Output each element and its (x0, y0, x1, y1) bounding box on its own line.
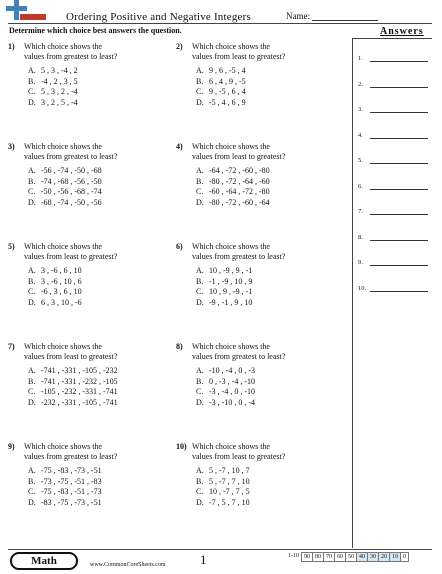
answer-choice[interactable] (28, 98, 78, 108)
choice-letter: A. (28, 366, 36, 375)
question-stem-line: Which choice shows the (192, 442, 270, 451)
choice-text: -75 , -83 , -51 , -73 (41, 487, 102, 496)
score-cell: 80 (312, 552, 324, 562)
choice-text: -741 , -331 , -105 , -232 (41, 366, 118, 375)
answer-choice[interactable] (28, 398, 118, 408)
choice-letter: C. (196, 187, 204, 196)
answer-choice[interactable] (28, 66, 78, 76)
question-stem-line: Which choice shows the (192, 42, 270, 51)
choice-text: 5 , 3 , -4 , 2 (41, 66, 78, 75)
choice-letter: A. (196, 266, 204, 275)
question-stem-line: values from least to greatest? (24, 352, 118, 362)
answer-line[interactable] (370, 291, 428, 292)
choice-text: -74 , -68 , -56 , -50 (41, 176, 102, 186)
choice-text: -105 , -232 , -331 , -741 (41, 387, 118, 396)
answer-line[interactable] (370, 240, 428, 241)
answer-number: 1. (358, 55, 363, 62)
answer-choice[interactable] (28, 498, 102, 508)
question-stem (24, 142, 174, 162)
answer-choice[interactable] (196, 298, 252, 308)
choice-letter: B. (28, 76, 36, 86)
choice-text: -50 , -56 , -68 , -74 (41, 187, 102, 196)
score-cell: 10 (389, 552, 401, 562)
answer-row (358, 106, 430, 113)
question-stem-line: Which choice shows the (24, 142, 102, 151)
choice-letter: A. (196, 366, 204, 375)
answer-choice[interactable] (196, 487, 250, 497)
header-divider (8, 23, 432, 24)
question-10 (176, 442, 341, 512)
choice-text: -4 , 2 , 3 , 5 (41, 76, 78, 86)
choice-letter: C. (28, 87, 36, 96)
choice-letter: B. (196, 376, 204, 386)
choice-text: 5 , -7 , 7 , 10 (209, 476, 250, 486)
choice-text: -83 , -75 , -73 , -51 (41, 497, 102, 507)
choice-letter: C. (28, 487, 36, 496)
answer-line[interactable] (370, 87, 428, 88)
choice-letter: B. (196, 276, 204, 286)
choice-letter: C. (28, 287, 36, 296)
question-number: 5) (8, 242, 15, 251)
choice-letter: D. (196, 397, 204, 407)
question-stem (24, 42, 174, 62)
answer-choice[interactable] (28, 487, 102, 497)
answer-choice[interactable] (196, 66, 246, 76)
answer-number: 9. (358, 259, 363, 266)
answer-line[interactable] (370, 138, 428, 139)
logo-icon (4, 0, 48, 22)
choice-text: -7 , 5 , 7 , 10 (209, 497, 250, 507)
answer-row (358, 132, 430, 139)
score-cell: 50 (345, 552, 357, 562)
choice-text: 3 , -6 , 6 , 10 (41, 266, 82, 275)
choice-letter: B. (196, 476, 204, 486)
answer-number: 8. (358, 233, 363, 241)
question-6 (176, 242, 341, 312)
question-number: 3) (8, 142, 15, 151)
answers-panel (352, 38, 433, 548)
question-stem (192, 242, 342, 262)
question-stem-line: values from least to greatest? (192, 52, 286, 62)
answer-line[interactable] (370, 61, 428, 62)
answer-line[interactable] (370, 163, 428, 164)
answer-choice[interactable] (28, 298, 82, 308)
choice-text: -1 , -9 , 10 , 9 (209, 276, 253, 286)
score-range-label: 1-10 (288, 553, 299, 559)
question-5 (8, 242, 173, 312)
choice-text: -232 , -331 , -105 , -741 (41, 397, 118, 407)
choice-letter: D. (196, 197, 204, 207)
answer-choice[interactable] (28, 366, 118, 376)
choice-text: -3 , -4 , 0 , -10 (209, 387, 255, 396)
choice-letter: B. (28, 376, 36, 386)
answer-choice[interactable] (28, 187, 102, 197)
question-number: 2) (176, 42, 183, 51)
answer-number: 3. (358, 106, 363, 113)
answer-number: 4. (358, 131, 363, 139)
choice-text: -9 , -1 , 9 , 10 (209, 297, 253, 307)
question-2 (176, 42, 341, 112)
math-badge: Math (10, 552, 78, 570)
instructions: Determine which choice best answers the question. (9, 26, 182, 35)
choice-text: 0 , -3 , -4 , -10 (209, 376, 255, 386)
answer-line[interactable] (370, 214, 428, 215)
question-number: 7) (8, 342, 15, 351)
choice-text: -80 , -72 , -60 , -64 (209, 197, 270, 207)
choice-letter: C. (196, 287, 204, 296)
question-number: 8) (176, 342, 183, 351)
choice-text: -3 , -10 , 0 , -4 (209, 397, 255, 407)
answer-line[interactable] (370, 265, 428, 266)
choice-letter: B. (28, 176, 36, 186)
answer-choice[interactable] (196, 266, 252, 276)
question-number: 1) (8, 42, 15, 51)
choice-text: -64 , -72 , -60 , -80 (209, 166, 270, 175)
answer-choice[interactable] (196, 498, 250, 508)
choice-letter: A. (196, 466, 204, 475)
choice-text: 6 , 4 , 9 , -5 (209, 76, 246, 86)
answer-choice[interactable] (28, 477, 102, 487)
question-stem (24, 342, 174, 362)
choice-text: 9 , 6 , -5 , 4 (209, 66, 246, 75)
answer-choice[interactable] (196, 466, 250, 476)
question-stem-line: values from greatest to least? (24, 152, 118, 162)
answer-number: 7. (358, 208, 363, 215)
answer-row (358, 208, 430, 215)
choice-text: 5 , 3 , 2 , -4 (41, 87, 78, 96)
score-cell: 20 (378, 552, 390, 562)
answer-choice[interactable] (28, 77, 78, 87)
name-field[interactable] (312, 20, 378, 21)
question-stem-line: Which choice shows the (24, 42, 102, 51)
question-stem-line: Which choice shows the (192, 242, 270, 251)
question-number: 10) (176, 442, 187, 451)
answers-title: Answers (380, 26, 424, 37)
question-number: 6) (176, 242, 183, 251)
choice-letter: D. (28, 197, 36, 207)
answer-row (358, 183, 430, 190)
answer-row (358, 81, 430, 88)
answer-choice[interactable] (28, 466, 102, 476)
choice-text: 10 , 9 , -9 , -1 (209, 287, 253, 296)
answer-choice[interactable] (28, 377, 118, 387)
answer-choice[interactable] (196, 87, 246, 97)
choice-text: 3 , -6 , 10 , 6 (41, 276, 82, 286)
choice-text: 3 , 2 , 5 , -4 (41, 97, 78, 107)
question-stem-line: values from least to greatest? (192, 152, 286, 162)
question-9 (8, 442, 173, 512)
question-stem-line: values from greatest to least? (192, 252, 286, 262)
answer-choice[interactable] (196, 177, 270, 187)
answer-choice[interactable] (196, 398, 255, 408)
answer-number: 10. (358, 284, 367, 292)
answer-choice[interactable] (28, 198, 102, 208)
question-number: 4) (176, 142, 183, 151)
question-stem-line: values from greatest to least? (24, 52, 118, 62)
answer-choice[interactable] (28, 87, 78, 97)
choice-text: -60 , -64 , -72 , -80 (209, 187, 270, 196)
question-stem-line: Which choice shows the (192, 142, 270, 151)
choice-text: -6 , 3 , 6 , 10 (41, 287, 82, 296)
question-stem (192, 142, 342, 162)
answer-number: 2. (358, 80, 363, 88)
question-7 (8, 342, 173, 412)
choice-letter: B. (28, 476, 36, 486)
answer-row (358, 55, 430, 62)
answer-number: 6. (358, 182, 363, 190)
choice-text: -73 , -75 , -51 , -83 (41, 476, 102, 486)
answer-choice[interactable] (196, 98, 246, 108)
choice-letter: C. (28, 187, 36, 196)
answer-choice[interactable] (196, 277, 252, 287)
question-stem-line: values from greatest to least? (24, 452, 118, 462)
question-stem (24, 242, 174, 262)
answer-line[interactable] (370, 112, 428, 113)
question-stem-line: values from greatest to least? (192, 352, 286, 362)
answer-row (358, 285, 430, 292)
choice-text: -68 , -74 , -50 , -56 (41, 197, 102, 207)
answer-choice[interactable] (28, 177, 102, 187)
answer-choice[interactable] (28, 387, 118, 397)
choice-text: 5 , -7 , 10 , 7 (209, 466, 250, 475)
score-cell: 60 (334, 552, 346, 562)
choice-letter: D. (28, 497, 36, 507)
question-stem-line: Which choice shows the (24, 342, 102, 351)
choice-text: 10 , -9 , 9 , -1 (209, 266, 253, 275)
answer-row (358, 234, 430, 241)
choice-text: 6 , 3 , 10 , -6 (41, 297, 82, 307)
answer-row (358, 157, 430, 164)
answer-choice[interactable] (196, 187, 270, 197)
choice-letter: A. (28, 466, 36, 475)
question-stem-line: Which choice shows the (192, 342, 270, 351)
score-cell: 40 (356, 552, 368, 562)
answer-choice[interactable] (196, 387, 255, 397)
score-table (287, 552, 409, 562)
answer-choice[interactable] (28, 287, 82, 297)
question-4 (176, 142, 341, 212)
choice-letter: A. (196, 66, 204, 75)
choice-text: -80 , -72 , -64 , -60 (209, 176, 270, 186)
choice-letter: A. (28, 66, 36, 75)
choice-text: -5 , 4 , 6 , 9 (209, 97, 246, 107)
answer-choice[interactable] (196, 77, 246, 87)
answer-choice[interactable] (196, 166, 270, 176)
choice-letter: C. (196, 387, 204, 396)
question-stem-line: Which choice shows the (24, 442, 102, 451)
score-cell: 30 (367, 552, 379, 562)
answer-choice[interactable] (28, 166, 102, 176)
choice-letter: B. (196, 176, 204, 186)
choice-letter: C. (28, 387, 36, 396)
choice-text: -741 , -331 , -232 , -105 (41, 376, 118, 386)
choice-text: 10 , -7 , 7 , 5 (209, 487, 250, 496)
page-number: 1 (200, 552, 207, 567)
answer-number: 5. (358, 157, 363, 164)
question-stem-line: Which choice shows the (24, 242, 102, 251)
score-cell: 90 (301, 552, 313, 562)
score-cell: 70 (323, 552, 335, 562)
choice-text: -10 , -4 , 0 , -3 (209, 366, 255, 375)
choice-letter: D. (196, 297, 204, 307)
choice-text: 9 , -5 , 6 , 4 (209, 87, 246, 96)
question-stem (192, 42, 342, 62)
answer-choice[interactable] (196, 477, 250, 487)
question-stem (192, 342, 342, 362)
answer-choice[interactable] (196, 198, 270, 208)
score-cell: 0 (400, 552, 409, 562)
question-1 (8, 42, 173, 112)
answer-choice[interactable] (196, 377, 255, 387)
choice-letter: D. (28, 397, 36, 407)
question-stem (192, 442, 342, 462)
choice-letter: A. (28, 266, 36, 275)
name-label: Name: (286, 11, 310, 21)
choice-letter: C. (196, 87, 204, 96)
answer-line[interactable] (370, 189, 428, 190)
question-stem-line: values from least to greatest? (24, 252, 118, 262)
answer-choice[interactable] (196, 287, 252, 297)
question-3 (8, 142, 173, 212)
choice-letter: A. (28, 166, 36, 175)
choice-text: -75 , -83 , -73 , -51 (41, 466, 102, 475)
question-number: 9) (8, 442, 15, 451)
footer-url: www.CommonCoreSheets.com (90, 562, 166, 568)
answer-row (358, 259, 430, 266)
choice-letter: B. (196, 76, 204, 86)
choice-text: -56 , -74 , -50 , -68 (41, 166, 102, 175)
choice-letter: A. (196, 166, 204, 175)
question-stem (24, 442, 174, 462)
footer-divider (8, 549, 432, 550)
choice-letter: D. (196, 497, 204, 507)
answer-choice[interactable] (28, 266, 82, 276)
page-title: Ordering Positive and Negative Integers (66, 11, 251, 23)
choice-letter: D. (28, 97, 36, 107)
choice-letter: D. (196, 97, 204, 107)
choice-letter: D. (28, 297, 36, 307)
choice-letter: B. (28, 276, 36, 286)
answer-choice[interactable] (28, 277, 82, 287)
question-stem-line: values from least to greatest? (192, 452, 286, 462)
choice-letter: C. (196, 487, 204, 496)
question-8 (176, 342, 341, 412)
answer-choice[interactable] (196, 366, 255, 376)
